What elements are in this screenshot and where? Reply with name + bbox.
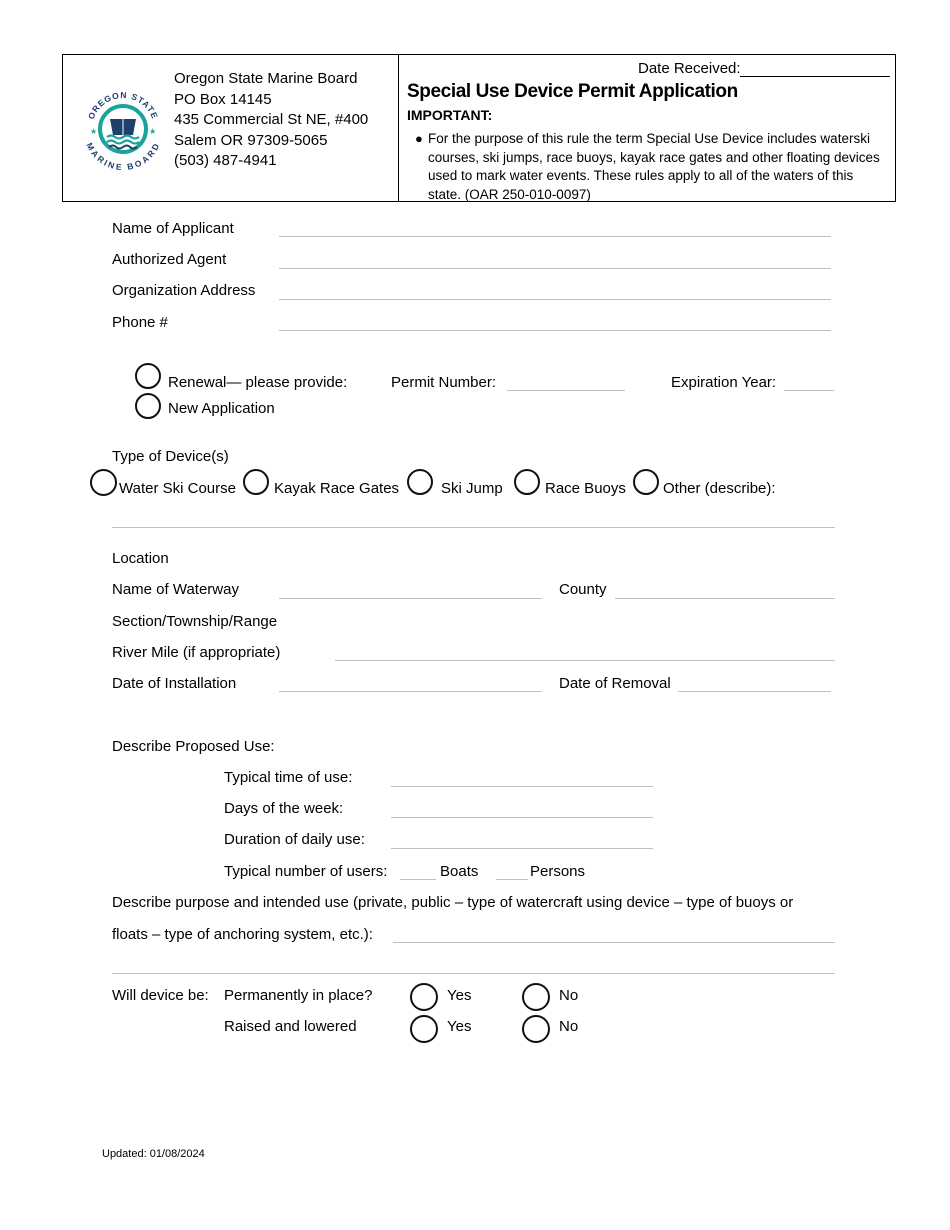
- kayak-race-gates-label: Kayak Race Gates: [274, 480, 400, 497]
- purpose-label-line2: floats – type of anchoring system, etc.):: [112, 926, 373, 943]
- installation-date-label: Date of Installation: [112, 675, 237, 692]
- phone-label: Phone #: [112, 314, 168, 331]
- other-describe-field[interactable]: [112, 527, 835, 528]
- device-type-heading: Type of Device(s): [112, 448, 229, 465]
- persons-label: Persons: [530, 863, 586, 880]
- waterway-field[interactable]: [279, 598, 542, 599]
- org-street: 435 Commercial St NE, #400: [174, 111, 369, 128]
- time-of-use-field[interactable]: [391, 786, 653, 787]
- applicant-name-label: Name of Applicant: [112, 220, 234, 237]
- number-of-users-label: Typical number of users:: [224, 863, 388, 880]
- race-buoys-label: Race Buoys: [545, 480, 626, 497]
- permanent-no-radio[interactable]: [522, 983, 550, 1011]
- duration-label: Duration of daily use:: [224, 831, 365, 848]
- river-mile-label: River Mile (if appropriate): [112, 644, 281, 661]
- purpose-label-line1: Describe purpose and intended use (private, public – type of watercraft using device – type of buoys or: [112, 894, 794, 911]
- date-received-label: Date Received:: [638, 60, 741, 77]
- time-of-use-label: Typical time of use:: [224, 769, 353, 786]
- header-divider: [398, 54, 399, 202]
- expiration-year-field[interactable]: [784, 390, 834, 391]
- location-heading: Location: [112, 550, 169, 567]
- water-ski-course-radio[interactable]: [90, 469, 117, 496]
- ski-jump-label: Ski Jump: [441, 480, 503, 497]
- logo-text-bottom: MARINE BOARD: [84, 141, 162, 170]
- proposed-use-heading: Describe Proposed Use:: [112, 738, 275, 755]
- raised-no-label: No: [559, 1018, 579, 1035]
- boats-count-field[interactable]: [400, 879, 436, 880]
- device-status-label: Will device be:: [112, 987, 209, 1004]
- form-title: Special Use Device Permit Application: [407, 81, 738, 102]
- installation-date-field[interactable]: [279, 691, 542, 692]
- org-address-label: Organization Address: [112, 282, 256, 299]
- purpose-field-line2[interactable]: [112, 973, 835, 974]
- svg-text:★: ★: [149, 127, 157, 136]
- raised-yes-label: Yes: [447, 1018, 472, 1035]
- raised-no-radio[interactable]: [522, 1015, 550, 1043]
- renewal-radio[interactable]: [135, 363, 161, 389]
- section-township-range-label: Section/Township/Range: [112, 613, 278, 630]
- days-of-week-label: Days of the week:: [224, 800, 344, 817]
- org-po-box: PO Box 14145: [174, 90, 272, 108]
- other-device-radio[interactable]: [633, 469, 659, 495]
- days-of-week-field[interactable]: [391, 817, 653, 818]
- new-application-label: New Application: [168, 400, 275, 417]
- org-address-block: [174, 69, 368, 172]
- org-name: Oregon State Marine Board: [174, 70, 358, 87]
- county-field[interactable]: [615, 598, 835, 599]
- race-buoys-radio[interactable]: [514, 469, 540, 495]
- removal-date-field[interactable]: [678, 691, 831, 692]
- updated-date: Updated: 01/08/2024: [102, 1148, 205, 1160]
- expiration-year-label: Expiration Year:: [671, 374, 777, 391]
- renewal-label: Renewal— please provide:: [168, 374, 348, 391]
- permanent-yes-label: Yes: [447, 987, 472, 1004]
- water-ski-course-label: Water Ski Course: [119, 480, 236, 497]
- permit-number-label: Permit Number:: [391, 374, 497, 391]
- org-phone: (503) 487-4941: [174, 152, 277, 169]
- permit-number-field[interactable]: [507, 390, 625, 391]
- kayak-race-gates-radio[interactable]: [243, 469, 269, 495]
- county-label: County: [559, 581, 607, 598]
- svg-text:★: ★: [90, 127, 98, 136]
- marine-board-logo: [82, 88, 164, 170]
- other-device-label: Other (describe):: [663, 480, 776, 497]
- org-address-field[interactable]: [279, 299, 831, 300]
- duration-field[interactable]: [391, 848, 653, 849]
- date-received-field[interactable]: [740, 76, 890, 77]
- new-application-radio[interactable]: [135, 393, 161, 419]
- purpose-field-line1[interactable]: [393, 942, 835, 943]
- important-label: IMPORTANT:: [407, 107, 493, 123]
- org-city: Salem OR 97309-5065: [174, 131, 328, 149]
- raised-yes-radio[interactable]: [410, 1015, 438, 1043]
- raised-lowered-label: Raised and lowered: [224, 1018, 357, 1035]
- logo-text-top: OREGON STATE: [85, 89, 161, 121]
- ski-jump-radio[interactable]: [407, 469, 433, 495]
- authorized-agent-field[interactable]: [279, 268, 831, 269]
- persons-count-field[interactable]: [496, 879, 528, 880]
- applicant-name-field[interactable]: [279, 236, 831, 237]
- important-text: For the purpose of this rule the term Special Use Device includes waterski courses, ski jumps, race buoys, kayak race gates and other floating devices used to mark water events. These rules apply to all of the waters of this state. (OAR 250-010-0097): [428, 131, 880, 202]
- removal-date-label: Date of Removal: [559, 675, 671, 692]
- permanent-no-label: No: [559, 987, 579, 1004]
- river-mile-field[interactable]: [335, 660, 835, 661]
- waterway-label: Name of Waterway: [112, 581, 239, 598]
- phone-field[interactable]: [279, 330, 831, 331]
- bullet-icon: ●: [415, 131, 423, 146]
- permanent-yes-radio[interactable]: [410, 983, 438, 1011]
- permanent-label: Permanently in place?: [224, 987, 373, 1004]
- boats-label: Boats: [440, 863, 479, 880]
- authorized-agent-label: Authorized Agent: [112, 251, 227, 268]
